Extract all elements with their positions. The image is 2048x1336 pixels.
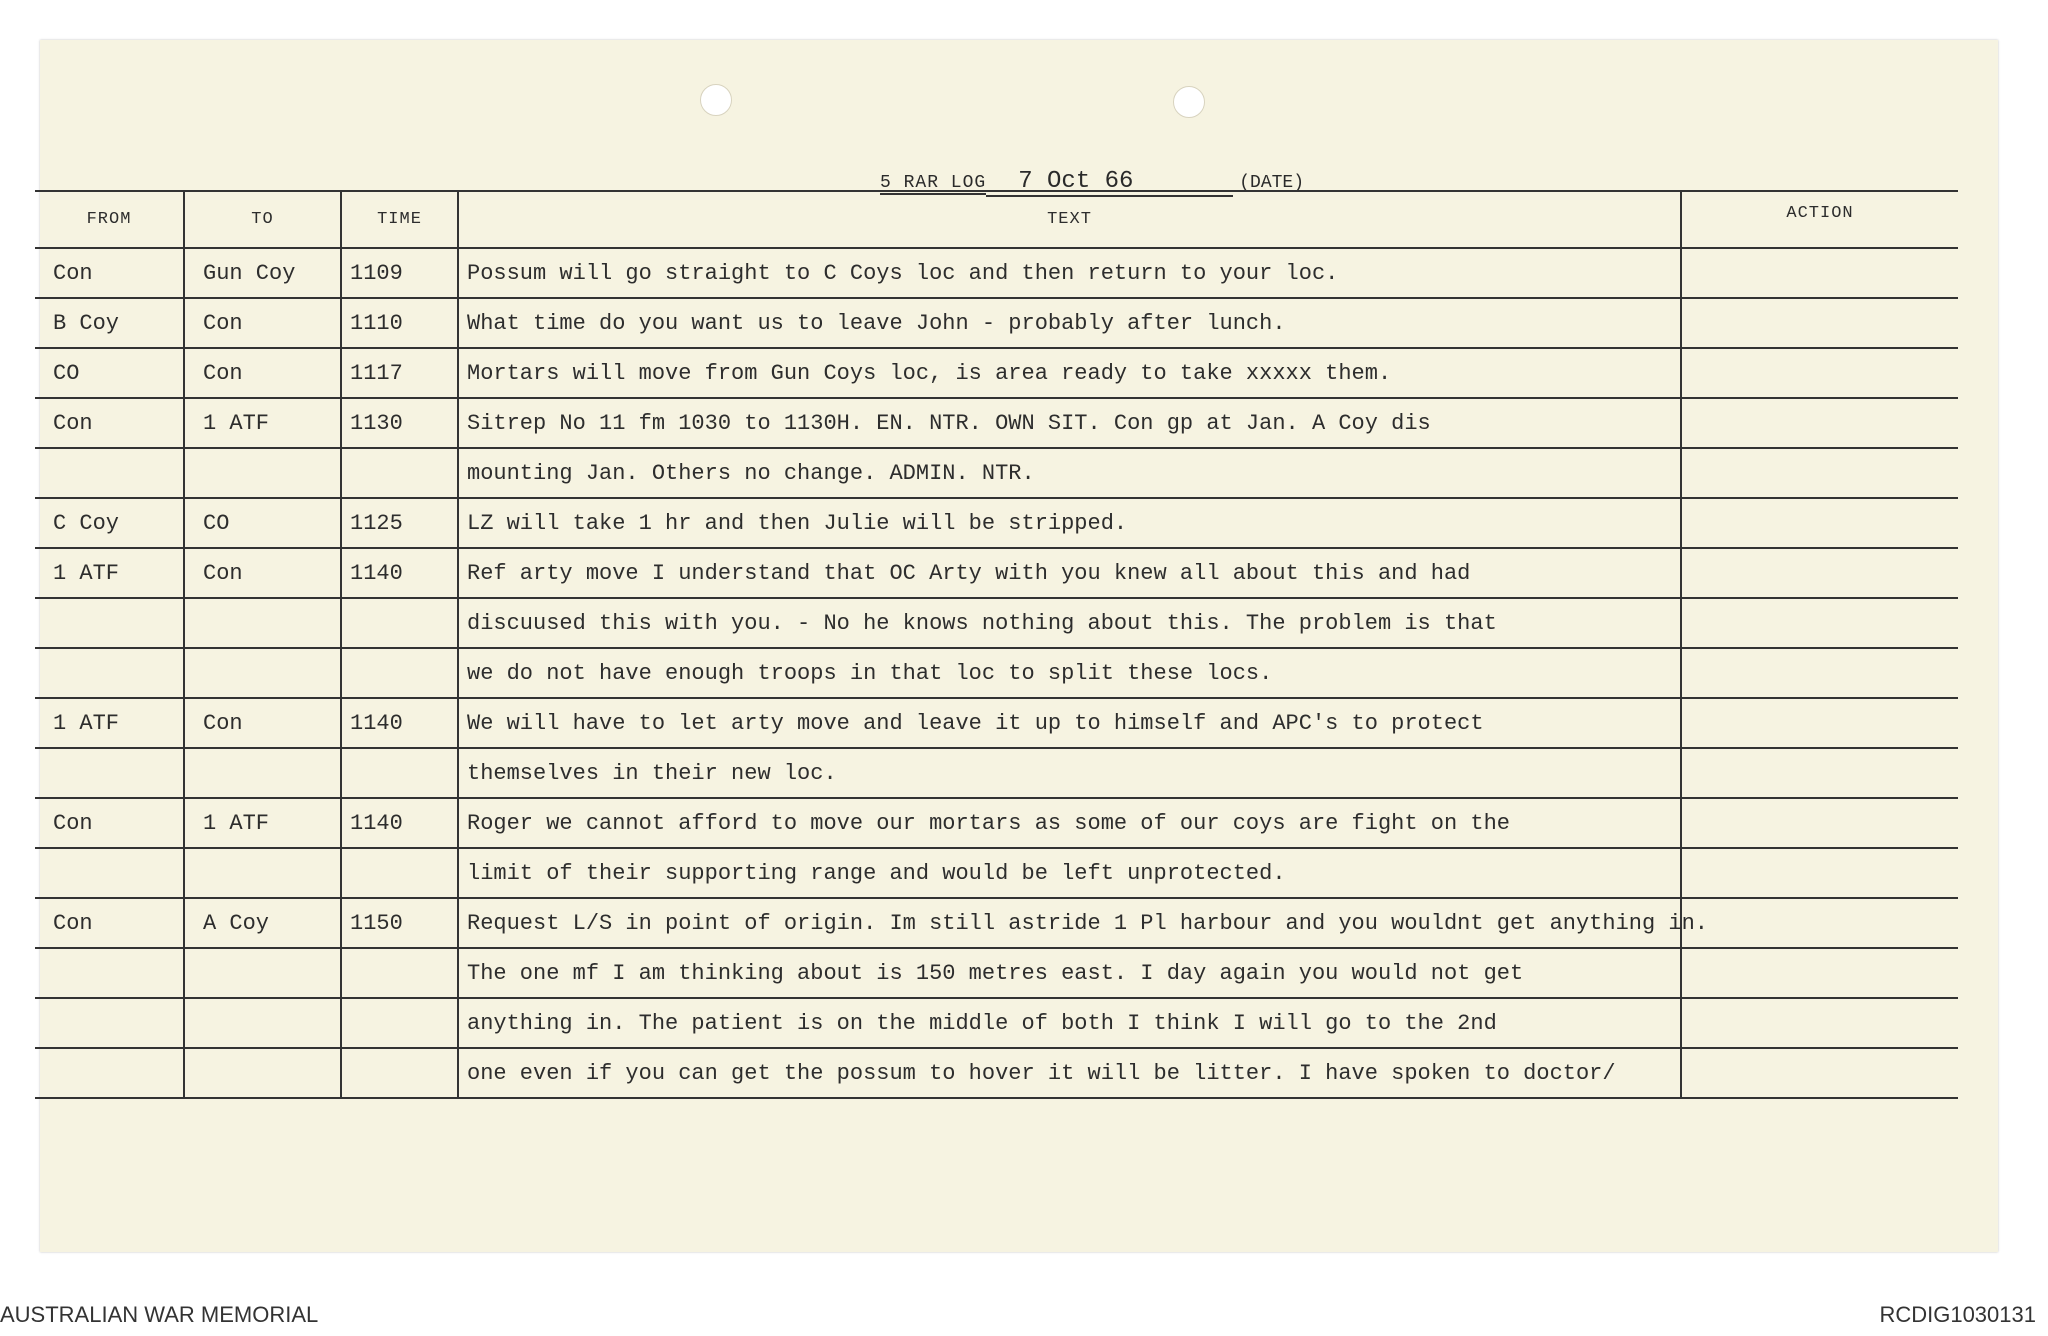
log-name: 5 RAR LOG <box>880 173 987 193</box>
time-cell <box>341 998 458 1048</box>
text-cell: LZ will take 1 hr and then Julie will be stripped. <box>458 498 1681 548</box>
table-row <box>35 848 1958 898</box>
from-cell: Con <box>35 398 184 448</box>
table-row <box>35 998 1958 1048</box>
table-row <box>35 698 1958 748</box>
table-row <box>35 398 1958 448</box>
text-cell: discuused this with you. - No he knows nothing about this. The problem is that <box>458 598 1681 648</box>
footer-institution: AUSTRALIAN WAR MEMORIAL <box>0 1302 319 1327</box>
action-cell <box>1681 798 1958 848</box>
text-cell: We will have to let arty move and leave it up to himself and APC's to protect <box>458 698 1681 748</box>
action-cell <box>1681 648 1958 698</box>
from-column-header: FROM <box>35 191 184 248</box>
action-cell <box>1681 448 1958 498</box>
text-cell: What time do you want us to leave John - probably after lunch. <box>458 298 1681 348</box>
time-cell: 1140 <box>341 798 458 848</box>
punch-hole <box>1173 86 1205 118</box>
to-cell <box>184 598 341 648</box>
from-cell: Con <box>35 248 184 298</box>
to-cell: 1 ATF <box>184 398 341 448</box>
to-cell <box>184 848 341 898</box>
table-row <box>35 1048 1958 1098</box>
text-column-header: TEXT <box>458 191 1681 248</box>
action-cell <box>1681 348 1958 398</box>
text-cell: Request L/S in point of origin. Im still astride 1 Pl harbour and you wouldnt get anything in. <box>458 898 1681 948</box>
text-cell: limit of their supporting range and would be left unprotected. <box>458 848 1681 898</box>
log-body <box>35 248 1958 1098</box>
from-cell: C Coy <box>35 498 184 548</box>
action-cell <box>1681 748 1958 798</box>
action-cell <box>1681 598 1958 648</box>
time-cell <box>341 448 458 498</box>
time-cell: 1109 <box>341 248 458 298</box>
from-cell <box>35 448 184 498</box>
to-cell: A Coy <box>184 898 341 948</box>
date-label: (DATE) <box>1239 173 1305 193</box>
action-cell <box>1681 998 1958 1048</box>
to-cell: Con <box>184 348 341 398</box>
time-cell <box>341 598 458 648</box>
from-cell: CO <box>35 348 184 398</box>
to-cell <box>184 998 341 1048</box>
table-row <box>35 898 1958 948</box>
from-cell <box>35 948 184 998</box>
text-cell: themselves in their new loc. <box>458 748 1681 798</box>
text-cell: Roger we cannot afford to move our mortars as some of our coys are fight on the <box>458 798 1681 848</box>
text-cell: we do not have enough troops in that loc to split these locs. <box>458 648 1681 698</box>
table-row <box>35 298 1958 348</box>
to-cell: Con <box>184 548 341 598</box>
log-table <box>35 190 1958 1099</box>
table-row <box>35 498 1958 548</box>
to-cell: CO <box>184 498 341 548</box>
to-cell <box>184 448 341 498</box>
time-cell <box>341 648 458 698</box>
action-cell <box>1681 248 1958 298</box>
table-row <box>35 248 1958 298</box>
to-cell: Con <box>184 298 341 348</box>
from-cell <box>35 598 184 648</box>
table-row <box>35 748 1958 798</box>
footer-record-id: RCDIG1030131 <box>1879 1302 2036 1327</box>
table-row <box>35 948 1958 998</box>
text-cell: Possum will go straight to C Coys loc and then return to your loc. <box>458 248 1681 298</box>
table-row <box>35 548 1958 598</box>
time-cell: 1130 <box>341 398 458 448</box>
text-cell: Sitrep No 11 fm 1030 to 1130H. EN. NTR. OWN SIT. Con gp at Jan. A Coy dis <box>458 398 1681 448</box>
from-cell <box>35 1048 184 1098</box>
header-row <box>35 191 1958 248</box>
action-cell <box>1681 698 1958 748</box>
text-cell: mounting Jan. Others no change. ADMIN. NTR. <box>458 448 1681 498</box>
table-row <box>35 648 1958 698</box>
action-cell <box>1681 498 1958 548</box>
table-row <box>35 598 1958 648</box>
table-row <box>35 798 1958 848</box>
time-cell: 1125 <box>341 498 458 548</box>
action-cell <box>1681 398 1958 448</box>
to-cell <box>184 948 341 998</box>
to-cell <box>184 648 341 698</box>
to-column-header: TO <box>184 191 341 248</box>
time-cell: 1140 <box>341 548 458 598</box>
from-cell <box>35 998 184 1048</box>
action-cell <box>1681 948 1958 998</box>
text-cell: The one mf I am thinking about is 150 metres east. I day again you would not get <box>458 948 1681 998</box>
punch-hole <box>700 84 732 116</box>
log-date: 7 Oct 66 <box>986 168 1233 197</box>
table-row <box>35 348 1958 398</box>
from-cell: Con <box>35 898 184 948</box>
action-cell <box>1681 548 1958 598</box>
from-cell: Con <box>35 798 184 848</box>
from-cell: 1 ATF <box>35 698 184 748</box>
from-cell <box>35 748 184 798</box>
from-cell <box>35 848 184 898</box>
action-cell <box>1681 848 1958 898</box>
action-cell <box>1681 1048 1958 1098</box>
text-cell: Ref arty move I understand that OC Arty with you knew all about this and had <box>458 548 1681 598</box>
from-cell: 1 ATF <box>35 548 184 598</box>
to-cell <box>184 1048 341 1098</box>
time-cell: 1110 <box>341 298 458 348</box>
time-cell <box>341 948 458 998</box>
time-cell: 1150 <box>341 898 458 948</box>
action-cell <box>1681 898 1958 948</box>
time-cell <box>341 1048 458 1098</box>
text-cell: anything in. The patient is on the middle of both I think I will go to the 2nd <box>458 998 1681 1048</box>
text-cell: Mortars will move from Gun Coys loc, is area ready to take xxxxx them. <box>458 348 1681 398</box>
text-cell: one even if you can get the possum to hover it will be litter. I have spoken to doctor/ <box>458 1048 1681 1098</box>
time-cell <box>341 848 458 898</box>
from-cell <box>35 648 184 698</box>
table-row <box>35 448 1958 498</box>
to-cell: Con <box>184 698 341 748</box>
to-cell <box>184 748 341 798</box>
time-column-header: TIME <box>341 191 458 248</box>
time-cell: 1117 <box>341 348 458 398</box>
action-column-header: ACTION <box>1681 191 1958 248</box>
action-cell <box>1681 298 1958 348</box>
to-cell: 1 ATF <box>184 798 341 848</box>
from-cell: B Coy <box>35 298 184 348</box>
time-cell <box>341 748 458 798</box>
time-cell: 1140 <box>341 698 458 748</box>
to-cell: Gun Coy <box>184 248 341 298</box>
